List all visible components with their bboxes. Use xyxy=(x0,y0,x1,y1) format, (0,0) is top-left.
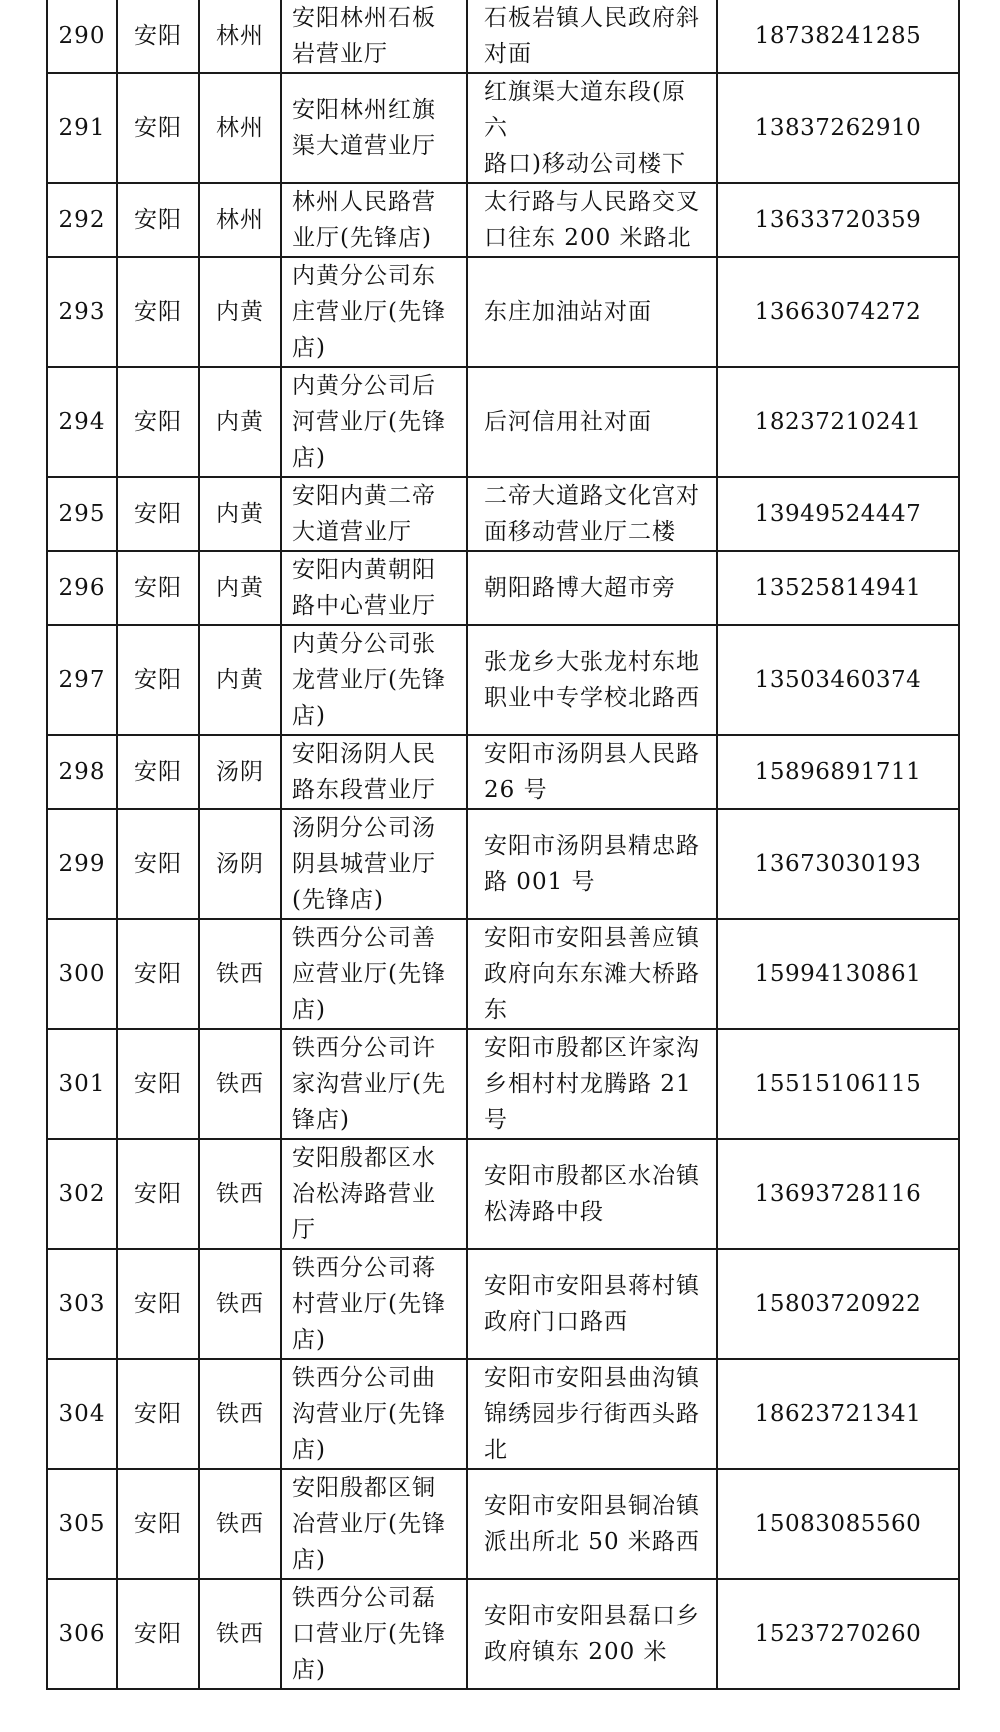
store-name-cell: 安阳汤阴人民 路东段营业厅 xyxy=(281,735,467,809)
district-cell: 铁西 xyxy=(199,1469,281,1579)
city-cell: 安阳 xyxy=(117,1469,199,1579)
row-number: 296 xyxy=(47,551,117,625)
row-number: 303 xyxy=(47,1249,117,1359)
district-cell: 汤阴 xyxy=(199,735,281,809)
table-row xyxy=(47,809,959,919)
table-row xyxy=(47,551,959,625)
address-cell: 安阳市殷都区水冶镇 松涛路中段 xyxy=(467,1139,717,1249)
address-cell: 朝阳路博大超市旁 xyxy=(467,551,717,625)
row-number: 291 xyxy=(47,73,117,183)
phone-cell: 13673030193 xyxy=(717,809,959,919)
address-cell: 东庄加油站对面 xyxy=(467,257,717,367)
row-number: 300 xyxy=(47,919,117,1029)
city-cell: 安阳 xyxy=(117,1359,199,1469)
table-row xyxy=(47,477,959,551)
phone-cell: 13633720359 xyxy=(717,183,959,257)
city-cell: 安阳 xyxy=(117,1029,199,1139)
table-row xyxy=(47,735,959,809)
phone-cell: 15803720922 xyxy=(717,1249,959,1359)
table-row xyxy=(47,367,959,477)
address-cell: 安阳市殷都区许家沟 乡相村村龙腾路 21 号 xyxy=(467,1029,717,1139)
table-row xyxy=(47,1249,959,1359)
address-cell: 太行路与人民路交叉 口往东 200 米路北 xyxy=(467,183,717,257)
row-number: 294 xyxy=(47,367,117,477)
phone-cell: 13503460374 xyxy=(717,625,959,735)
row-number: 298 xyxy=(47,735,117,809)
store-name-cell: 内黄分公司后 河营业厅(先锋 店) xyxy=(281,367,467,477)
address-cell: 张龙乡大张龙村东地 职业中专学校北路西 xyxy=(467,625,717,735)
phone-cell: 13663074272 xyxy=(717,257,959,367)
address-cell: 石板岩镇人民政府斜 对面 xyxy=(467,0,717,73)
district-cell: 铁西 xyxy=(199,1579,281,1689)
table-row xyxy=(47,1139,959,1249)
row-number: 301 xyxy=(47,1029,117,1139)
district-cell: 林州 xyxy=(199,183,281,257)
store-name-cell: 铁西分公司曲 沟营业厅(先锋 店) xyxy=(281,1359,467,1469)
store-name-cell: 铁西分公司磊 口营业厅(先锋 店) xyxy=(281,1579,467,1689)
store-name-cell: 内黄分公司东 庄营业厅(先锋 店) xyxy=(281,257,467,367)
address-cell: 二帝大道路文化宫对 面移动营业厅二楼 xyxy=(467,477,717,551)
store-name-cell: 安阳林州红旗 渠大道营业厅 xyxy=(281,73,467,183)
phone-cell: 13949524447 xyxy=(717,477,959,551)
district-cell: 林州 xyxy=(199,73,281,183)
district-cell: 内黄 xyxy=(199,367,281,477)
address-cell: 安阳市汤阴县精忠路 路 001 号 xyxy=(467,809,717,919)
table-row xyxy=(47,919,959,1029)
table-row xyxy=(47,183,959,257)
phone-cell: 15515106115 xyxy=(717,1029,959,1139)
city-cell: 安阳 xyxy=(117,625,199,735)
district-cell: 铁西 xyxy=(199,1359,281,1469)
address-cell: 安阳市安阳县蒋村镇 政府门口路西 xyxy=(467,1249,717,1359)
row-number: 305 xyxy=(47,1469,117,1579)
table-row xyxy=(47,625,959,735)
district-cell: 铁西 xyxy=(199,919,281,1029)
phone-cell: 15896891711 xyxy=(717,735,959,809)
phone-cell: 13837262910 xyxy=(717,73,959,183)
row-number: 290 xyxy=(47,0,117,73)
phone-cell: 13693728116 xyxy=(717,1139,959,1249)
address-cell: 安阳市安阳县磊口乡 政府镇东 200 米 xyxy=(467,1579,717,1689)
store-name-cell: 汤阴分公司汤 阴县城营业厅 (先锋店) xyxy=(281,809,467,919)
phone-cell: 15083085560 xyxy=(717,1469,959,1579)
district-cell: 铁西 xyxy=(199,1029,281,1139)
phone-cell: 13525814941 xyxy=(717,551,959,625)
store-name-cell: 安阳内黄朝阳 路中心营业厅 xyxy=(281,551,467,625)
store-name-cell: 内黄分公司张 龙营业厅(先锋 店) xyxy=(281,625,467,735)
phone-cell: 18738241285 xyxy=(717,0,959,73)
table-row xyxy=(47,1469,959,1579)
row-number: 297 xyxy=(47,625,117,735)
city-cell: 安阳 xyxy=(117,551,199,625)
store-name-cell: 铁西分公司蒋 村营业厅(先锋 店) xyxy=(281,1249,467,1359)
city-cell: 安阳 xyxy=(117,367,199,477)
phone-cell: 18623721341 xyxy=(717,1359,959,1469)
address-cell: 安阳市安阳县铜冶镇 派出所北 50 米路西 xyxy=(467,1469,717,1579)
city-cell: 安阳 xyxy=(117,1249,199,1359)
city-cell: 安阳 xyxy=(117,73,199,183)
district-cell: 内黄 xyxy=(199,625,281,735)
city-cell: 安阳 xyxy=(117,183,199,257)
district-cell: 汤阴 xyxy=(199,809,281,919)
table-row xyxy=(47,257,959,367)
row-number: 304 xyxy=(47,1359,117,1469)
address-cell: 安阳市安阳县曲沟镇 锦绣园步行街西头路 北 xyxy=(467,1359,717,1469)
row-number: 306 xyxy=(47,1579,117,1689)
address-cell: 安阳市安阳县善应镇 政府向东东滩大桥路 东 xyxy=(467,919,717,1029)
row-number: 292 xyxy=(47,183,117,257)
phone-cell: 18237210241 xyxy=(717,367,959,477)
table-row xyxy=(47,1579,959,1689)
city-cell: 安阳 xyxy=(117,477,199,551)
store-name-cell: 安阳殷都区铜 冶营业厅(先锋 店) xyxy=(281,1469,467,1579)
district-cell: 铁西 xyxy=(199,1139,281,1249)
city-cell: 安阳 xyxy=(117,919,199,1029)
row-number: 302 xyxy=(47,1139,117,1249)
district-cell: 林州 xyxy=(199,0,281,73)
row-number: 299 xyxy=(47,809,117,919)
district-cell: 内黄 xyxy=(199,551,281,625)
city-cell: 安阳 xyxy=(117,257,199,367)
store-directory-table xyxy=(46,0,960,1690)
phone-cell: 15994130861 xyxy=(717,919,959,1029)
city-cell: 安阳 xyxy=(117,0,199,73)
table-row xyxy=(47,73,959,183)
address-cell: 安阳市汤阴县人民路 26 号 xyxy=(467,735,717,809)
address-cell: 后河信用社对面 xyxy=(467,367,717,477)
row-number: 295 xyxy=(47,477,117,551)
store-name-cell: 铁西分公司善 应营业厅(先锋 店) xyxy=(281,919,467,1029)
row-number: 293 xyxy=(47,257,117,367)
city-cell: 安阳 xyxy=(117,735,199,809)
district-cell: 内黄 xyxy=(199,257,281,367)
store-name-cell: 安阳林州石板 岩营业厅 xyxy=(281,0,467,73)
store-name-cell: 安阳内黄二帝 大道营业厅 xyxy=(281,477,467,551)
table-row xyxy=(47,1029,959,1139)
store-name-cell: 林州人民路营 业厅(先锋店) xyxy=(281,183,467,257)
store-name-cell: 铁西分公司许 家沟营业厅(先 锋店) xyxy=(281,1029,467,1139)
table-body xyxy=(47,0,959,1689)
table-row xyxy=(47,1359,959,1469)
address-cell: 红旗渠大道东段(原六 路口)移动公司楼下 xyxy=(467,73,717,183)
phone-cell: 15237270260 xyxy=(717,1579,959,1689)
district-cell: 内黄 xyxy=(199,477,281,551)
city-cell: 安阳 xyxy=(117,1579,199,1689)
store-name-cell: 安阳殷都区水 冶松涛路营业 厅 xyxy=(281,1139,467,1249)
district-cell: 铁西 xyxy=(199,1249,281,1359)
city-cell: 安阳 xyxy=(117,1139,199,1249)
table-row xyxy=(47,0,959,73)
city-cell: 安阳 xyxy=(117,809,199,919)
